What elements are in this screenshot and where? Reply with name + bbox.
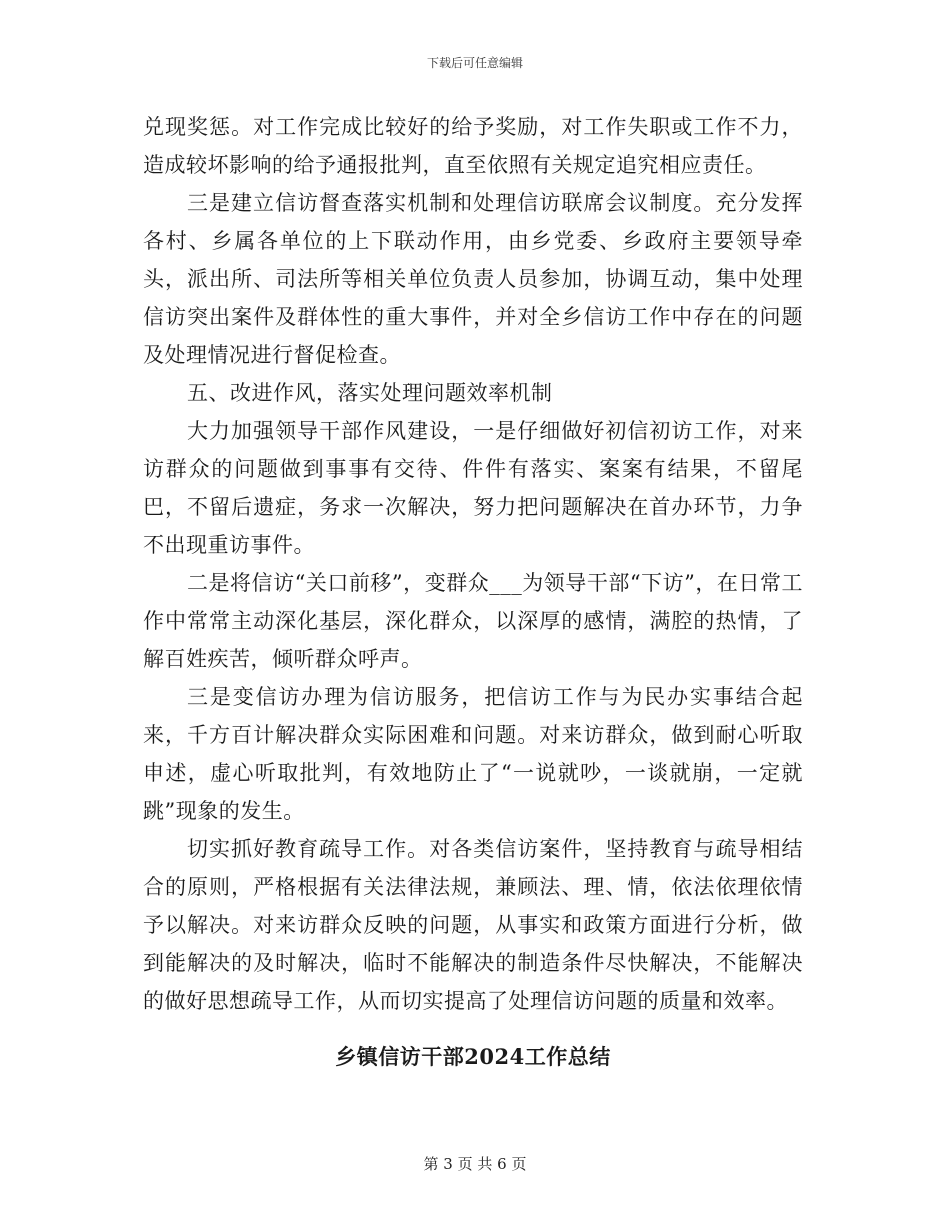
header-note: 下载后可任意编辑 bbox=[426, 56, 523, 70]
page-number: 第 3 页 共 6 页 bbox=[423, 1155, 527, 1173]
paragraph-gate-forward: 二是将信访“关口前移”，变群众___为领导干部“下访”，在日常工作中常常主动深化基层，深化群众，以深厚的感情，满腔的热情，了解百姓疾苦，倾听群众呼声。 bbox=[143, 571, 803, 671]
paragraph-education-guidance: 切实抓好教育疏导工作。对各类信访案件，坚持教育与疏导相结合的原则，严格根据有关法律法规，兼顾法、理、情，依法依理依情予以解决。对来访群众反映的问题，从事实和政策方面进行分析，做到能解决的及时解决，临时不能解决的制造条件尽快解决，不能解决的做好思想疏导工作，从而切实提高了处理信访问题的质量和效率。 bbox=[143, 837, 803, 1013]
paragraph-leadership-style: 大力加强领导干部作风建设，一是仔细做好初信初访工作，对来访群众的问题做到事事有交待、件件有落实、案案有结果，不留尾巴，不留后遗症，务求一次解决，努力把问题解决在首办环节，力争不出现重访事件。 bbox=[143, 419, 803, 557]
document-body bbox=[143, 108, 803, 1076]
document-title: 乡镇信访干部2024工作总结 bbox=[335, 1044, 611, 1069]
paragraph-petition-service: 三是变信访办理为信访服务，把信访工作与为民办实事结合起来，千方百计解决群众实际困难和问题。对来访群众，做到耐心听取申述，虚心听取批判，有效地防止了“一说就吵，一谈就崩，一定就跳”现象的发生。 bbox=[143, 685, 803, 823]
paragraph-petition-supervision: 三是建立信访督查落实机制和处理信访联席会议制度。充分发挥各村、乡属各单位的上下联动作用，由乡党委、乡政府主要领导牵头，派出所、司法所等相关单位负责人员参加，协调互动，集中处理信访突出案件及群体性的重大事件，并对全乡信访工作中存在的问题及处理情况进行督促检查。 bbox=[143, 191, 803, 367]
paragraph-continued: 兑现奖惩。对工作完成比较好的给予奖励，对工作失职或工作不力，造成较坏影响的给予通报批判，直至依照有关规定追究相应责任。 bbox=[143, 115, 803, 177]
section-heading-five: 五、改进作风，落实处理问题效率机制 bbox=[187, 381, 553, 405]
